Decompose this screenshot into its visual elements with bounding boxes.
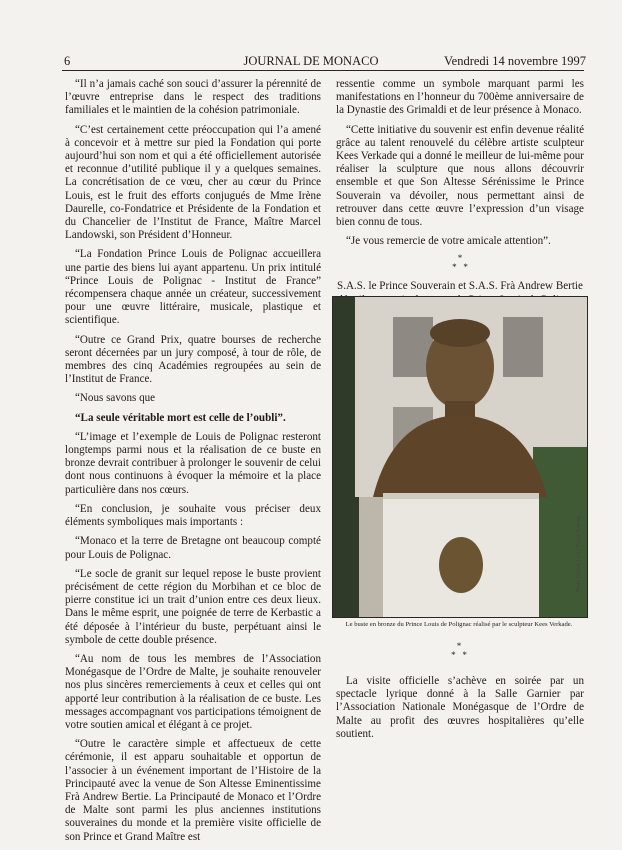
paragraph: “Cette initiative du souvenir est enfin devenue réalité grâce au talent renouvelé du célèbre artiste sculpteur Kees Verkade qui a donné le meilleur de lui-même pour réaliser la sculpture que nous allons découvrir ensemble et que Son Altesse Sérénissime le Prince Souverain va dévoiler, nous permettant ainsi de retrouver dans cette œuvre l’expression d’un visage bien connu de tous. [336, 123, 584, 229]
separator-star: * [451, 650, 456, 660]
journal-title: JOURNAL DE MONACO [243, 54, 379, 68]
page-header [0, 54, 622, 70]
separator-star: * [456, 641, 462, 651]
paragraph: “Au nom de tous les membres de l’Association Monégasque de l’Ordre de Malte, je souhaite renouveler nos plus sincères remerciements à ceux et celles qui ont apporté leur contribution à la réalisation de ce buste. Les messages accompagnant vos participations témoignent de votre soutien amical et élégant à ce projet. [65, 652, 322, 731]
issue-date: Vendredi 14 novembre 1997 [444, 54, 586, 68]
separator-star: * [463, 262, 468, 273]
photo-intro: S.A.S. le Prince Souverain et S.A.S. Frà Andrew Bertie [337, 280, 583, 293]
separator-star-pair [332, 651, 586, 660]
section-separator [332, 642, 586, 660]
paragraph: “Je vous remercie de votre amicale attention”. [346, 235, 551, 248]
paragraph: “Nous savons que [75, 392, 156, 405]
paragraph: “Il n’a jamais caché son souci d’assurer la pérennité de l’œuvre entreprise dans le respect des traditions familiales et le maintien de la cohésion patrimoniale. [65, 78, 321, 117]
separator-star: * [462, 650, 467, 660]
paragraph: “C’est certainement cette préoccupation qui l’a amené à concevoir et à mettre sur pied la Fondation qui porte aujourd’hui son nom et qui a été officiellement autorisée et reconnue d’utilité publique il y a quelques semaines. La concrétisation de ce vœu, cher au cœur du Prince Louis, est le fruit des efforts conjugués de Mme Irène Daurelle, co-Fondatrice et Présidente de la Fondation et du Chancelier de l’Institut de France, Maître Marcel Landowski, son Président d’Honneur. [65, 123, 321, 242]
photo-credit: Photo Gaëtan Luci / Palais Princier [575, 515, 582, 593]
quotation: “La seule véritable mort est celle de l’oubli”. [75, 411, 286, 424]
separator-star: * [457, 253, 463, 264]
right-column [336, 78, 584, 313]
paragraph: “Le socle de granit sur lequel repose le buste provient précisément de cette région du Morbihan et ce bloc de pierre constitue ici un trait d’union entre ces deux lieux. Dans le même esprit, une poignée de terre de Kerbastic a été déposée à l’intérieur du buste, perpétuant ainsi le symbole de cette double présence. [65, 567, 321, 646]
header-rule [62, 70, 584, 71]
bust-photo [332, 296, 588, 618]
photo-caption: Le buste en bronze du Prince Louis de Polignac réalisé par le sculpteur Kees Verkade. [345, 621, 573, 628]
paragraph: “La Fondation Prince Louis de Polignac accueillera une partie des biens lui ayant appartenu. Un prix intitulé “Prince Louis de Polignac - Institut de France” récompensera chaque année un créateur, successivement pour une œuvre littéraire, musicale, plastique et scientifique. [65, 248, 321, 327]
section-separator [336, 254, 584, 272]
bust-photo-illustration [333, 297, 587, 617]
separator-star-pair [336, 263, 584, 272]
separator-star: * [452, 262, 457, 273]
paragraph: “En conclusion, je souhaite vous préciser deux éléments symboliques mais importants : [65, 502, 321, 529]
closing-paragraph: La visite officielle s’achève en soirée par un spectacle lyrique donné à la Salle Garnier par l’Association Nationale Monégasque de l’Ordre de Malte au profit des œuvres hospitalières qu’elle soutient. [336, 675, 584, 740]
paragraph: “Outre le caractère simple et affectueux de cette cérémonie, il est apparu souhaitable et opportun de l’associer à un événement important de l’Histoire de la Principauté avec la venue de Son Altesse Eminentissime Frà Andrew Bertie. La Principauté de Monaco et l’Ordre de Malte sont parmi les plus anciennes institutions souveraines du monde et la première visite officielle de son Prince et Grand Maître est [65, 738, 321, 843]
closing-column [336, 675, 584, 741]
paragraph: “Outre ce Grand Prix, quatre bourses de recherche seront décernées par un jury composé, à tour de rôle, de membres des cinq Académies regroupées au sein de l’Institut de France. [65, 333, 321, 386]
paragraph: “L’image et l’exemple de Louis de Polignac resteront longtemps parmi nous et la réalisation de ce buste en bronze devrait contribuer à prolonger le souvenir de celui dont nous continuons à évoquer la mémoire et la place particulière dans nos cœurs. [65, 430, 321, 496]
left-column [65, 78, 321, 850]
paragraph: “Monaco et la terre de Bretagne ont beaucoup compté pour Louis de Polignac. [65, 535, 321, 561]
page-number: 6 [64, 54, 71, 68]
paragraph: ressentie comme un symbole marquant parmi les manifestations en l’honneur du 700ème anniversaire de la Dynastie des Grimaldi et de leur présence à Monaco. [336, 78, 584, 117]
